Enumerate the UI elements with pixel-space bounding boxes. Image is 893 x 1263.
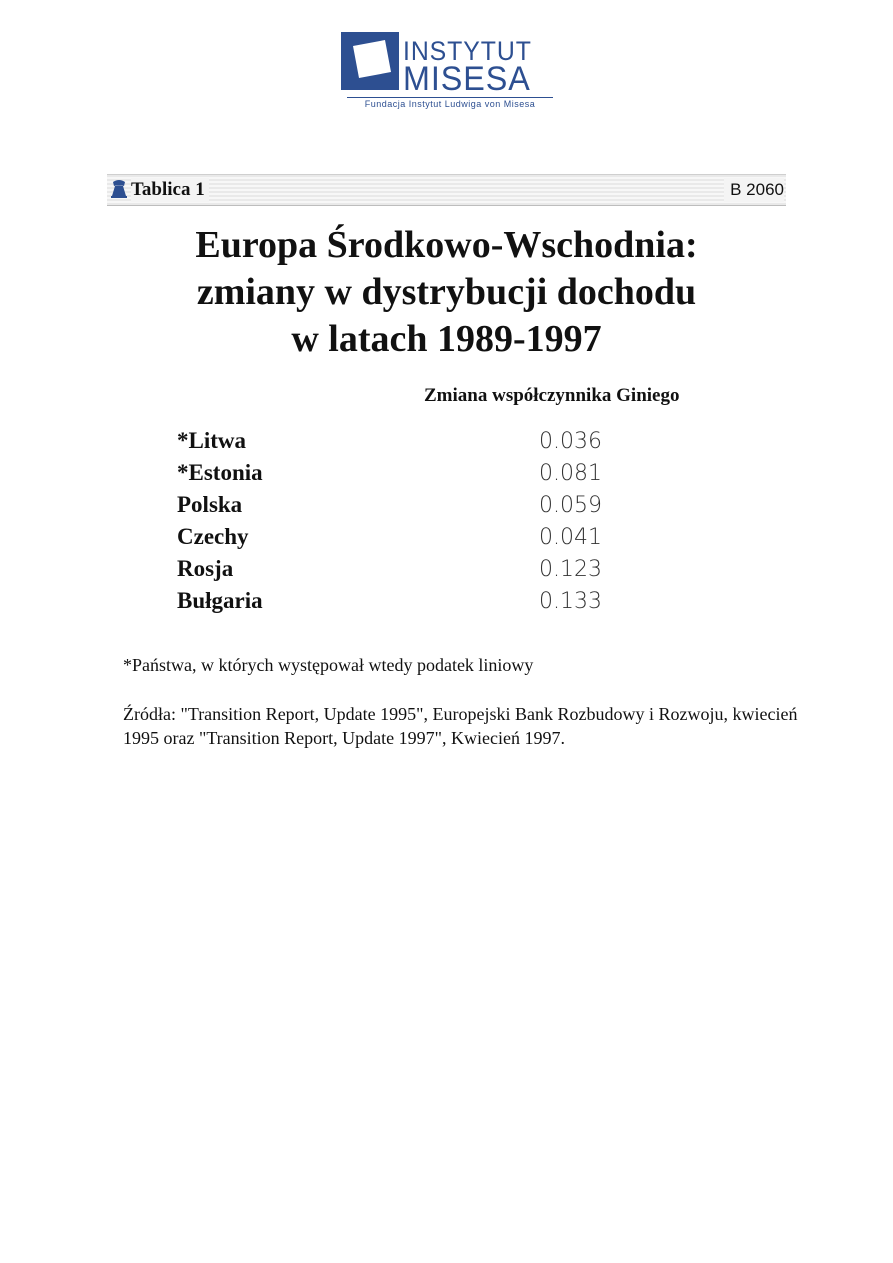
table-row [177,585,602,617]
table-code: B 2060 [724,178,784,202]
column-header: Zmiana współczynnika Giniego [424,385,680,406]
institute-logo [341,30,553,112]
table-header-bar [107,174,786,206]
title-line-2: zmiany w dystrybucji dochodu [196,271,697,313]
logo-word-misesa: MISESA [403,60,531,98]
table-row [177,425,602,457]
table-row [177,489,602,521]
value-cell: 0.036 [539,428,602,454]
country-cell: *Estonia [177,460,263,485]
page-title [107,222,786,363]
value-cell: 0.081 [539,460,602,486]
logo-mark-icon [341,32,399,90]
value-cell: 0.133 [539,588,602,614]
table-row [177,521,602,553]
logo-tagline: Fundacja Instytut Ludwiga von Misesa [347,97,553,109]
title-line-1: Europa Środkowo-Wschodnia: [195,224,698,266]
country-cell: Polska [177,492,243,517]
source-note: Źródła: "Transition Report, Update 1995", Europejski Bank Rozbudowy i Rozwoju, kwiecień 1995 oraz "Transition Report, Update 1997", Kwiecień 1997. [123,704,798,748]
value-cell: 0.123 [539,556,602,582]
country-cell: *Litwa [177,428,246,453]
bell-icon [109,179,129,199]
logo-word-instytut: INSTYTUT [403,36,532,66]
country-cell: Rosja [177,556,234,581]
value-cell: 0.041 [539,524,602,550]
gini-table [177,425,602,617]
footnote: *Państwa, w których występował wtedy podatek liniowy [123,655,534,675]
table-row [177,457,602,489]
table-label: Tablica 1 [131,178,209,202]
country-cell: Czechy [177,524,249,549]
title-line-3: w latach 1989-1997 [291,318,602,360]
value-cell: 0.059 [539,492,602,518]
table-row [177,553,602,585]
country-cell: Bułgaria [177,588,263,613]
